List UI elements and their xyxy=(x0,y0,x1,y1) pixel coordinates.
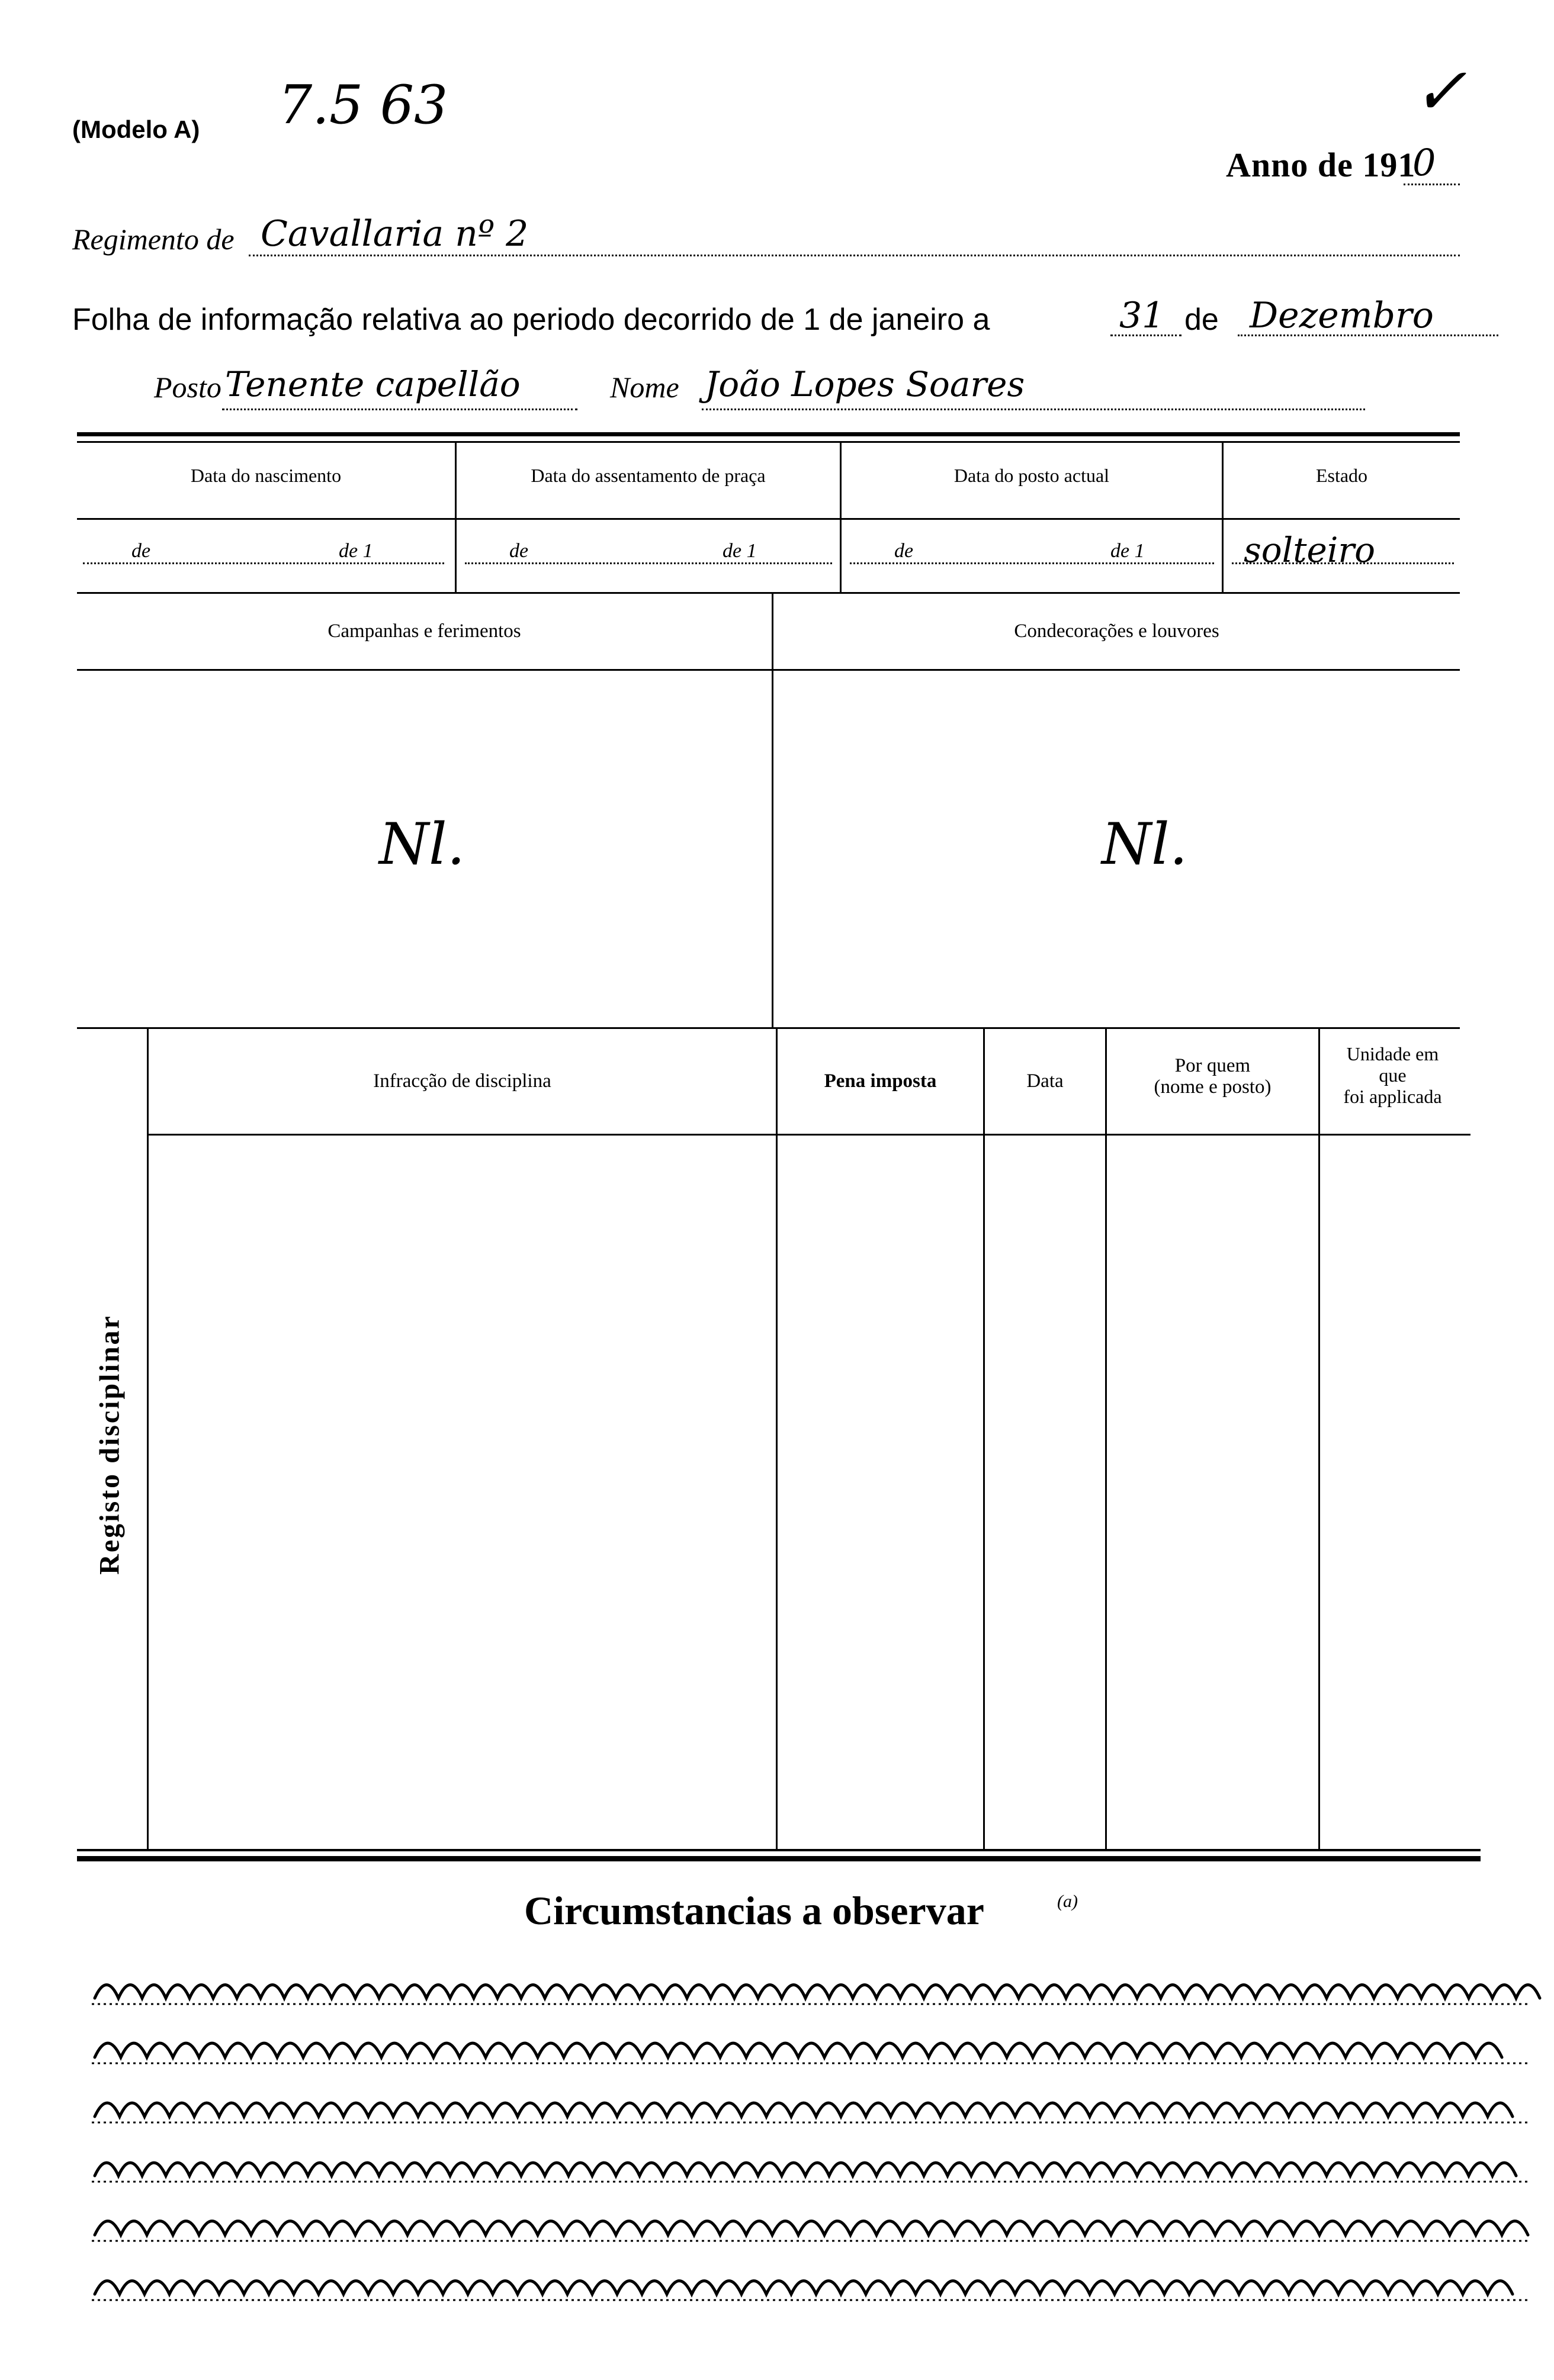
header-data-nascimento: Data do nascimento xyxy=(190,465,342,486)
cell-nascimento-de1: de 1 xyxy=(339,540,373,562)
condecoracoes-value: Nl. xyxy=(1102,811,1188,877)
circumstancias-note-marker: (a) xyxy=(1057,1892,1078,1911)
nome-value: João Lopes Soares xyxy=(705,364,1025,404)
nome-label: Nome xyxy=(610,371,679,404)
header-unidade: Unidade em que foi applicada xyxy=(1343,1043,1442,1107)
cell-assentamento-de: de xyxy=(509,540,529,562)
cell-nascimento-de: de xyxy=(131,540,151,562)
cell-estado-value: solteiro xyxy=(1244,530,1376,570)
anno-label: Anno de 191 xyxy=(1226,146,1416,184)
check-mark-icon: ✓ xyxy=(1412,53,1468,129)
cell-assentamento-de1: de 1 xyxy=(723,540,757,562)
folha-day: 31 xyxy=(1119,295,1165,336)
header-estado: Estado xyxy=(1315,465,1368,486)
folha-text: Folha de informação relativa ao periodo decorrido de 1 de janeiro a xyxy=(72,303,990,337)
modelo-label: (Modelo A) xyxy=(72,115,200,143)
folha-month: Dezembro xyxy=(1250,295,1434,336)
cell-posto-de1: de 1 xyxy=(1110,540,1145,562)
reference-annotation: 7.5 63 xyxy=(278,74,448,136)
circumstancias-title: Circumstancias a observar xyxy=(524,1888,984,1933)
cell-posto-de: de xyxy=(894,540,914,562)
header-data-posto: Data do posto actual xyxy=(953,465,1110,486)
header-data-assentamento: Data do assentamento de praça xyxy=(531,465,766,486)
regimento-label: Regimento de xyxy=(72,223,235,256)
anno-value: 0 xyxy=(1412,141,1436,184)
folha-de-label: de xyxy=(1184,303,1219,337)
header-campanhas: Campanhas e ferimentos xyxy=(328,620,521,642)
header-por-quem: Por quem (nome e posto) xyxy=(1154,1055,1272,1098)
regimento-value: Cavallaria nº 2 xyxy=(261,213,529,255)
posto-value: Tenente capellão xyxy=(225,364,521,404)
header-pena: Pena imposta xyxy=(824,1070,937,1092)
header-infraccao: Infracção de disciplina xyxy=(373,1070,551,1092)
posto-label: Posto xyxy=(154,371,221,404)
campanhas-value: Nl. xyxy=(379,811,465,877)
header-data: Data xyxy=(1026,1070,1064,1092)
header-condecoracoes: Condecorações e louvores xyxy=(1014,620,1219,642)
side-label-registo: Registo disciplinar xyxy=(94,1314,126,1575)
